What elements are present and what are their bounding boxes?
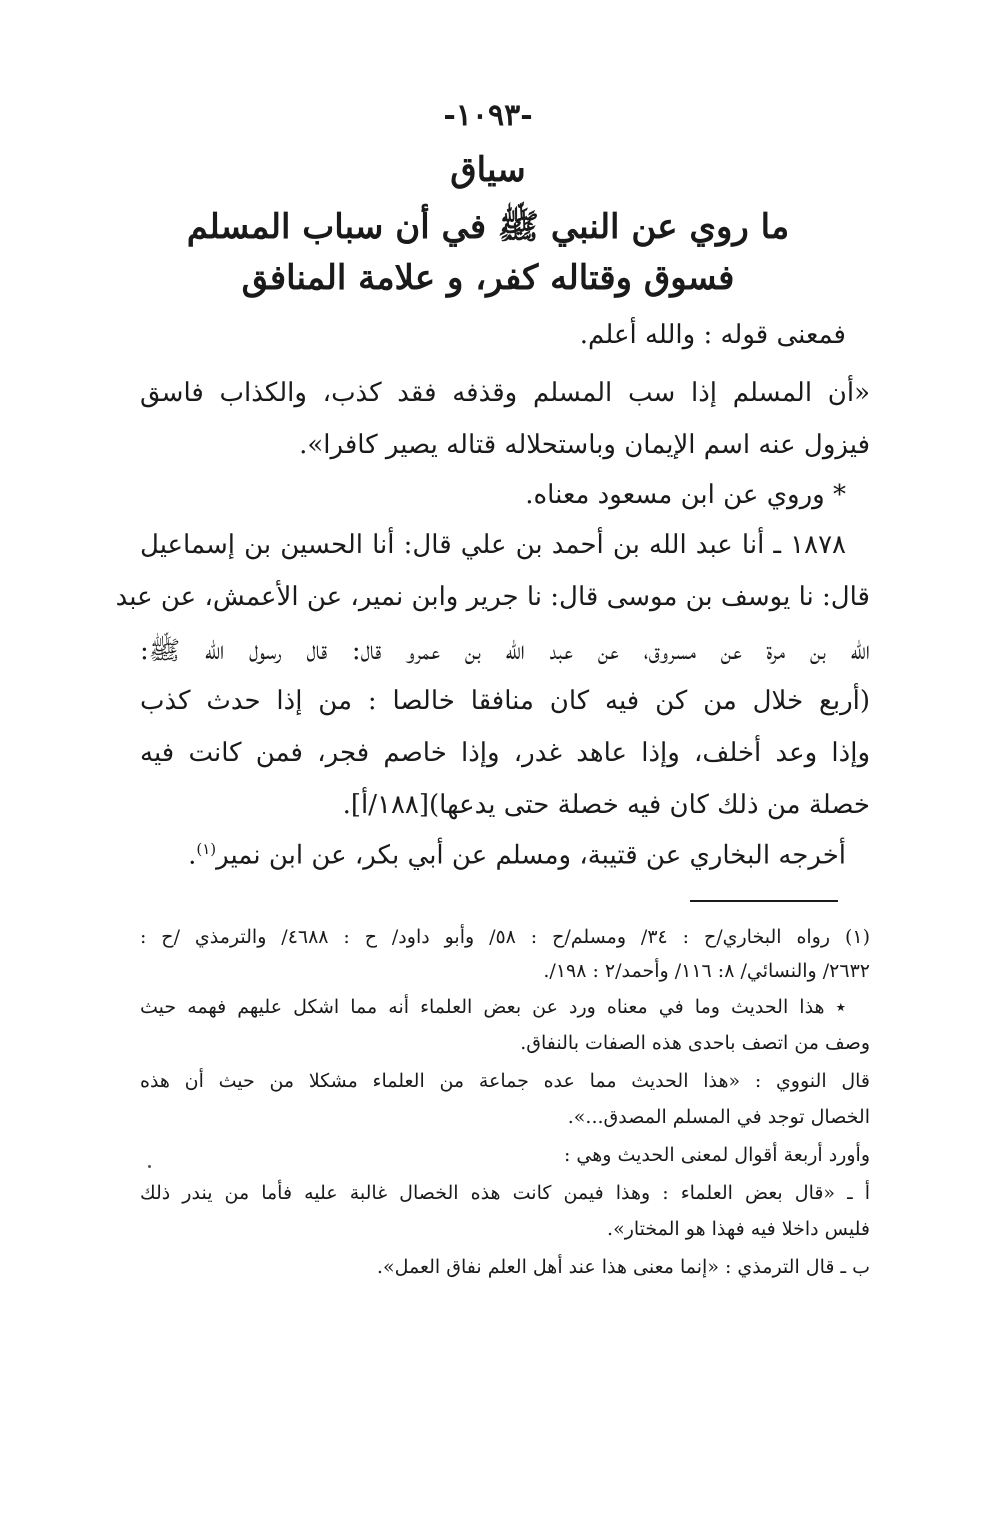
section-heading-line-2: ما روي عن النبي ﷺ في أن سباب المسلم [186,207,790,247]
matn-line-1: (أربع خلال من كن فيه كان منافقا خالصا : من إذا حدث كذب [140,686,870,716]
body-paragraph-2-line-1: «أن المسلم إذا سب المسلم وقذفه فقد كذب، والكذاب فاسق [140,378,870,408]
note-line-2: وصف من اتصف باحدى هذه الصفات بالنفاق. [520,1032,870,1054]
matn-line-2: وإذا وعد أخلف، وإذا عاهد غدر، وإذا خاصم فجر، فمن كانت فيه [140,738,871,768]
takhrij-end: . [188,840,197,871]
section-heading-line-3: فسوق وقتاله كفر، و علامة المنافق [241,258,735,298]
body-paragraph-1: فمعنى قوله : والله أعلم. [579,320,846,350]
saying-ba-line: ب ـ قال الترمذي : «إنما معنى هذا عند أهل العلم نفاق العمل». [376,1256,870,1278]
hadith-line-2: قال: نا يوسف بن موسى قال: نا جرير وابن نمير، عن الأعمش، عن عبد [115,582,870,612]
footnote-1-line-2: ٢٦٣٢/ والنسائي/ ٨: ١١٦/ وأحمد/٢ : ١٩٨/. [543,960,870,982]
note-line-1: ٭ هذا الحديث وما في معناه ورد عن بعض العلماء أنه مما اشكل عليهم فهمه حيث [140,996,846,1018]
footnote-ref: (١) [196,840,217,858]
takhrij-line [140,840,846,871]
section-heading-title: سياق [450,150,526,190]
saying-alif-line-1: أ ـ «قال بعض العلماء : وهذا فيمن كانت هذه الخصال غالبة عليه فأما من يندر ذلك [140,1182,870,1204]
body-paragraph-2-line-2: فيزول عنه اسم الإيمان وباستحلاله قتاله يصير كافرا». [299,430,870,460]
page-number: -١٠٩٣- [443,98,533,133]
hadith-line-1: ١٨٧٨ ـ أنا عبد الله بن أحمد بن علي قال: أنا الحسين بن إسماعيل [140,530,846,560]
nawawi-line-1: قال النووي : «هذا الحديث مما عده جماعة من العلماء مشكلا من حيث أن هذه [140,1070,870,1092]
scan-speck [148,1165,151,1168]
footnote-separator [690,900,838,902]
four-sayings-line: وأورد أربعة أقوال لمعنى الحديث وهي : [563,1144,870,1166]
nawawi-line-2: الخصال توجد في المسلم المصدق...». [567,1106,870,1128]
body-paragraph-3: * وروي عن ابن مسعود معناه. [525,480,846,510]
hadith-line-3: الله بن مرة عن مسروق، عن عبد الله بن عمرو قال: قال رسول الله ﷺ: [140,636,870,666]
saying-alif-line-2: فليس داخلا فيه فهذا هو المختار». [607,1218,870,1240]
footnote-1-line-1: (١) رواه البخاري/ح : ٣٤/ ومسلم/ح : ٥٨/ وأبو داود/ ح : ٤٦٨٨/ والترمذي /ح : [140,926,870,948]
takhrij-text: أخرجه البخاري عن قتيبة، ومسلم عن أبي بكر، عن ابن نمير [216,840,846,871]
matn-line-3: خصلة من ذلك كان فيه خصلة حتى يدعها)[١٨٨/أ]. [342,790,870,820]
